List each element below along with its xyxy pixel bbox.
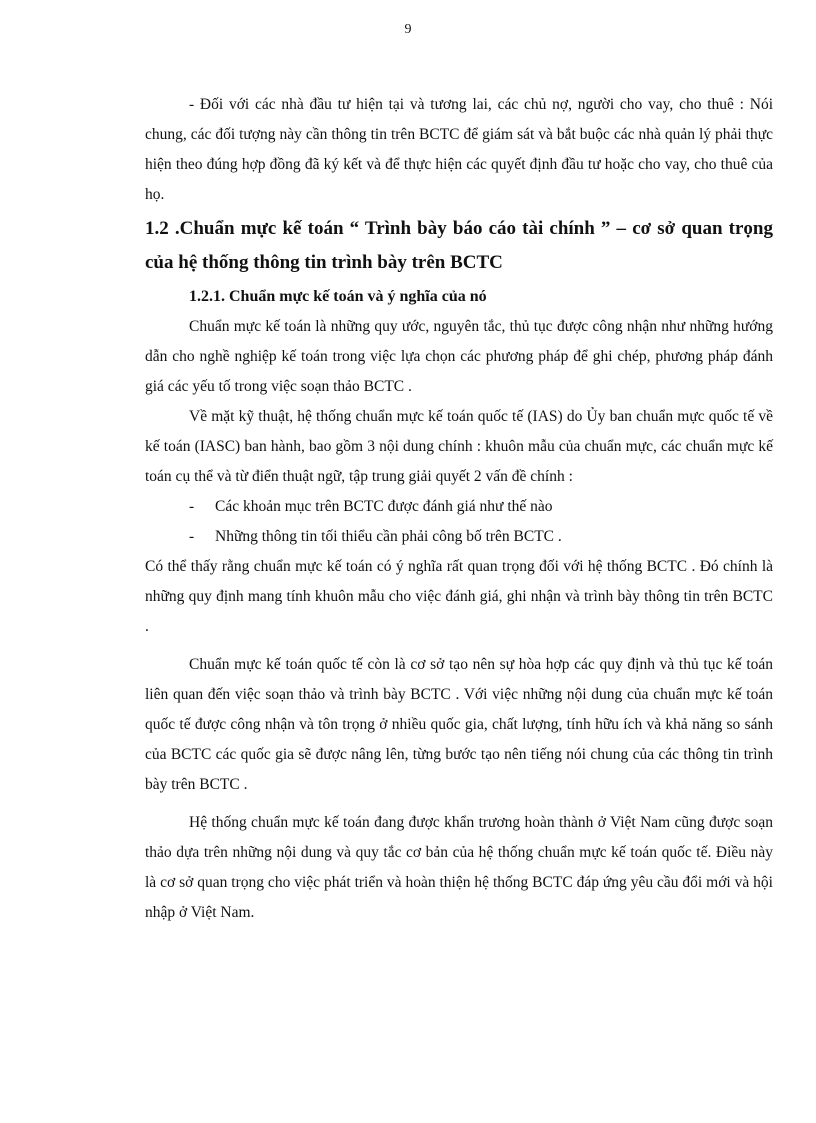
paragraph-1: Chuẩn mực kế toán là những quy ước, nguyên tắc, thủ tục được công nhận như những hướng dẫn cho nghề nghiệp kế toán trong việc lựa chọn các phương pháp để ghi chép, phương pháp đánh giá các yếu tố trong việc soạn thảo BCTC .	[145, 318, 773, 395]
section-heading: 1.2 .Chuẩn mực kế toán “ Trình bày báo cáo tài chính ” – cơ sở quan trọng của hệ thống thông tin trình bày trên BCTC	[145, 218, 773, 273]
list-item	[145, 492, 773, 522]
paragraph-5: Hệ thống chuẩn mực kế toán đang được khẩn trương hoàn thành ở Việt Nam cũng được soạn thảo dựa trên những nội dung và quy tắc cơ bản của hệ thống chuẩn mực kế toán quốc tế. Điều này là cơ sở quan trọng cho việc phát triển và hoàn thiện hệ thống BCTC đáp ứng yêu cầu đổi mới và hội nhập ở Việt Nam.	[145, 814, 773, 921]
paragraph-2: Về mặt kỹ thuật, hệ thống chuẩn mực kế toán quốc tế (IAS) do Ủy ban chuẩn mực quốc tế về kế toán (IASC) ban hành, bao gồm 3 nội dung chính : khuôn mẫu của chuẩn mực, các chuẩn mực kế toán cụ thể và từ điển thuật ngữ, tập trung giải quyết 2 vấn đề chính :	[145, 408, 773, 485]
paragraph-intro: - Đối với các nhà đầu tư hiện tại và tương lai, các chủ nợ, người cho vay, cho thuê : Nói chung, các đối tượng này cần thông tin trên BCTC để giám sát và bắt buộc các nhà quản lý phải thực hiện theo đúng hợp đồng đã ký kết và để thực hiện các quyết định đầu tư hoặc cho vay, cho thuê của họ.	[145, 96, 773, 203]
dash-bullet: -	[189, 528, 195, 545]
paragraph-3: Có thể thấy rằng chuẩn mực kế toán có ý nghĩa rất quan trọng đối với hệ thống BCTC . Đó chính là những quy định mang tính khuôn mẫu cho việc đánh giá, ghi nhận và trình bày thông tin trên BCTC .	[145, 558, 773, 635]
subsection-heading: 1.2.1. Chuẩn mực kế toán và ý nghĩa của nó	[189, 288, 487, 305]
paragraph-4: Chuẩn mực kế toán quốc tế còn là cơ sở tạo nên sự hòa hợp các quy định và thủ tục kế toán liên quan đến việc soạn thảo và trình bày BCTC . Với việc những nội dung của chuẩn mực kế toán quốc tế được công nhận và tôn trọng ở nhiều quốc gia, chất lượng, tính hữu ích và khả năng so sánh của BCTC các quốc gia sẽ được nâng lên, từng bước tạo nên tiếng nói chung của các thông tin trình bày trên BCTC .	[145, 656, 773, 793]
list-item-text: Các khoản mục trên BCTC được đánh giá như thế nào	[215, 498, 553, 515]
document-body	[145, 90, 773, 928]
dash-bullet: -	[189, 498, 195, 515]
list-item-text: Những thông tin tối thiểu cần phải công bố trên BCTC .	[215, 528, 562, 545]
page-number: 9	[404, 22, 412, 37]
list-item	[145, 522, 773, 552]
